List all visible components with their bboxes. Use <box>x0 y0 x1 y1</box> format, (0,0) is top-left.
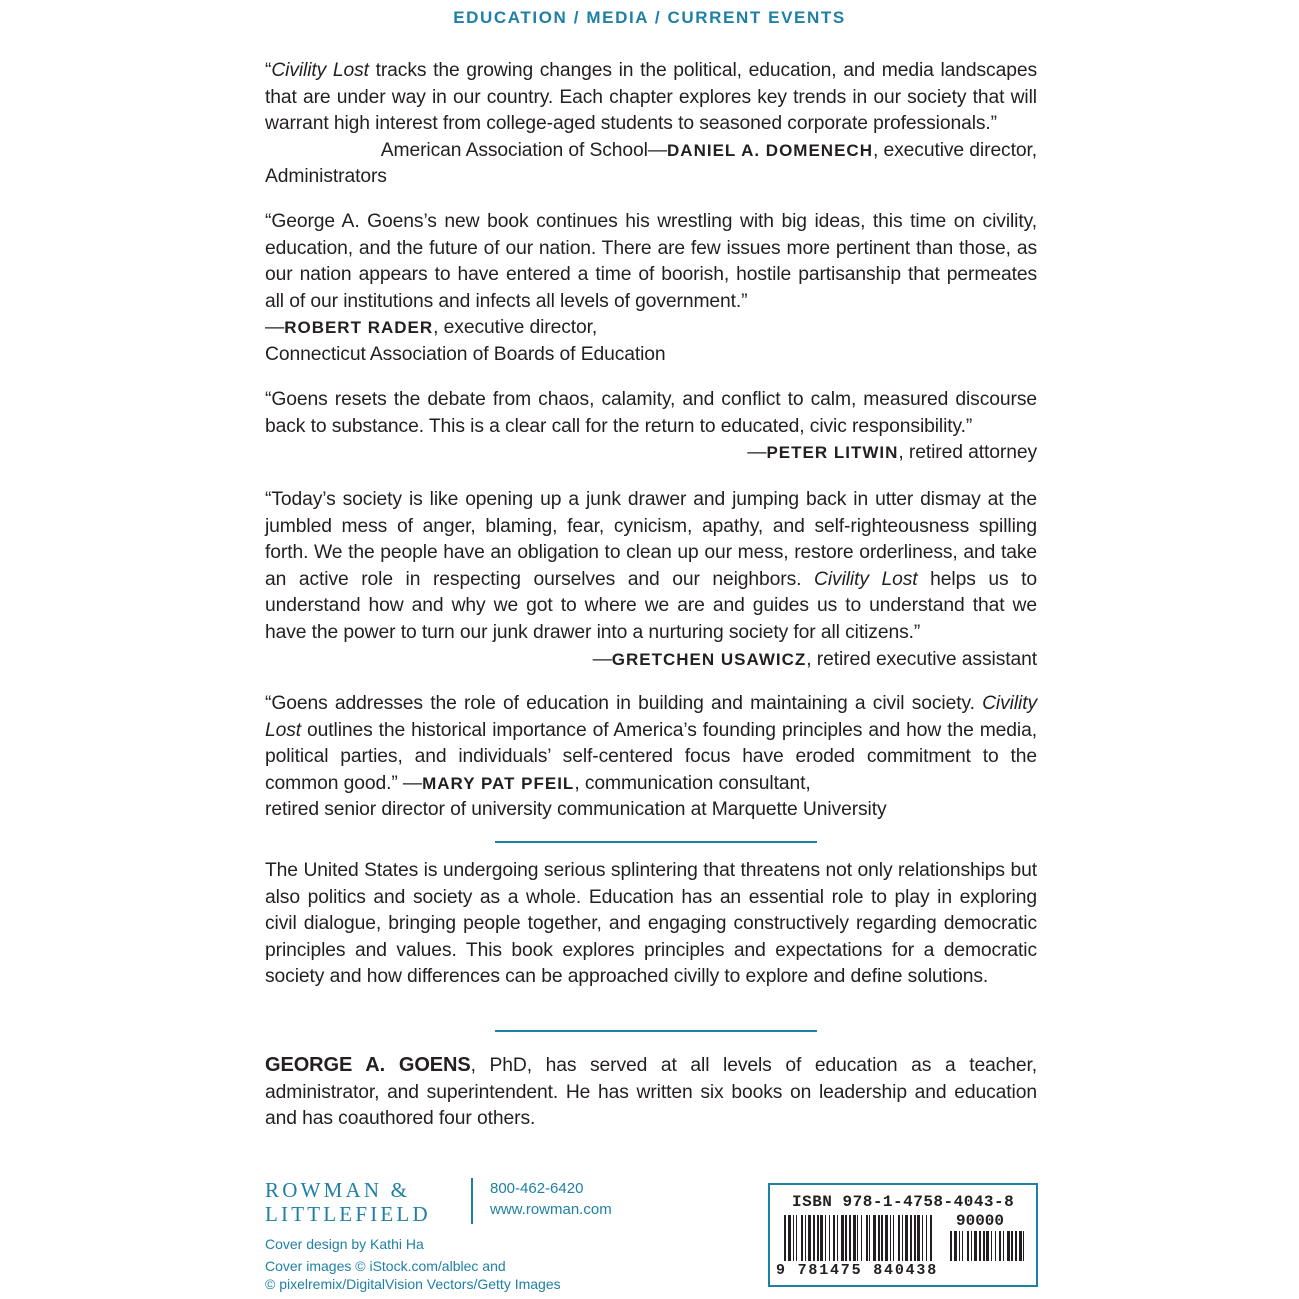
barcode-bar <box>995 1231 996 1261</box>
barcode-bar <box>885 1215 888 1261</box>
cover-design-credit: Cover design by Kathi Ha <box>265 1236 424 1252</box>
barcode-bar <box>857 1215 858 1261</box>
barcode-bar <box>926 1215 927 1261</box>
publisher-website[interactable]: www.rowman.com <box>490 1201 612 1218</box>
barcode-bar <box>917 1215 920 1261</box>
endorser-org: American Association of School Administrators <box>265 139 648 188</box>
book-title: Civility Lost <box>814 568 918 590</box>
endorser-role: , executive director, <box>433 317 598 339</box>
barcode-bar <box>866 1215 868 1261</box>
barcode-bar <box>986 1231 989 1261</box>
quote-text: helps us to understand how and why we got to where we are and guides us to understand that we have the power to turn our junk drawer into a nurturing society for all citizens.” <box>265 568 1037 643</box>
barcode-bar <box>820 1215 823 1261</box>
barcode-bar <box>1003 1231 1004 1261</box>
isbn-barcode <box>768 1183 1038 1287</box>
category-heading: EDUCATION / MEDIA / CURRENT EVENTS <box>453 8 846 27</box>
endorser-name: PETER LITWIN <box>766 443 899 463</box>
attribution: —PETER LITWIN, retired attorney <box>747 442 1037 464</box>
barcode-bar <box>808 1215 811 1261</box>
publisher-divider <box>471 1178 473 1224</box>
endorser-name: GRETCHEN USAWICZ <box>611 649 807 669</box>
barcode-bar <box>959 1231 960 1261</box>
barcode-bar <box>950 1231 952 1261</box>
barcode-bar <box>898 1215 900 1261</box>
endorsement-3 <box>265 387 1037 467</box>
barcode-bar <box>813 1215 815 1261</box>
barcode-bar <box>954 1231 957 1261</box>
barcode-bar <box>1011 1231 1013 1261</box>
barcode-bar <box>967 1231 969 1261</box>
barcode-bar <box>805 1215 806 1261</box>
barcode-bar <box>788 1215 791 1261</box>
barcode-bar <box>910 1215 912 1261</box>
endorser-name: MARY PAT PFEIL <box>422 773 575 793</box>
publisher-logo-line2: LITTLEFIELD <box>265 1202 431 1226</box>
barcode-bar <box>914 1215 916 1261</box>
price-code: 90000 <box>956 1212 1005 1230</box>
barcode-bar <box>974 1231 977 1261</box>
endorser-org: retired senior director of university communication at Marquette University <box>265 799 887 821</box>
divider-rule <box>495 1030 817 1032</box>
publisher-logo <box>265 1178 431 1226</box>
publisher-logo-line1: ROWMAN & <box>265 1178 411 1202</box>
quote-text: “George A. Goens’s new book continues his wrestling with big ideas, this time on civility, education, and the future of our nation. There are few issues more pertinent than those, as our nation appears to have entered a time of boorish, hostile partisanship that permeates all of our institutions and infects all levels of government.” <box>265 211 1037 312</box>
book-description <box>265 858 1037 991</box>
barcode-bar <box>837 1215 838 1261</box>
endorser-name: ROBERT RADER <box>284 318 434 338</box>
barcode-bar <box>930 1215 932 1261</box>
endorser-org: Connecticut Association of Boards of Education <box>265 343 666 365</box>
barcode-bar <box>902 1215 903 1261</box>
barcode-bar <box>922 1215 923 1261</box>
isbn-number: ISBN 978-1-4758-4043-8 <box>792 1193 1015 1211</box>
quote-text: “ <box>265 60 272 81</box>
barcode-bar <box>784 1215 786 1261</box>
endorsement-4 <box>265 487 1037 673</box>
author-bio-text: , PhD, has served at all levels of education as a teacher, administrator, and superintendent. He has written six books on leadership and education and has coauthored four others. <box>265 1055 1038 1130</box>
quote-text: “Goens addresses the role of education in building and maintaining a civil society. <box>265 693 983 714</box>
barcode-bar <box>878 1215 880 1261</box>
barcode-bar <box>869 1215 870 1261</box>
barcode-bar <box>1019 1231 1022 1261</box>
attribution: —GRETCHEN USAWICZ, retired executive assistant <box>592 648 1037 670</box>
cover-credits <box>265 1233 561 1295</box>
barcode-bar <box>849 1215 851 1261</box>
barcode-bar <box>861 1215 862 1261</box>
quote-text: outlines the historical importance of America’s founding principles and how the media, political parties, and individuals’ self-centered focus have eroded commitment to the common good.” <box>265 719 1037 794</box>
barcode-bar <box>962 1231 963 1261</box>
barcode-bar <box>825 1215 826 1261</box>
quote-text: “Today’s society is like opening up a junk drawer and jumping back in utter dismay at the jumbled mess of anger, blaming, fear, cynicism, apathy, and self-righteousness spilling forth. We the people have an obligation to clean up our mess, restore orderliness, and take an active role in respecting ourselves and our neighbors. <box>265 489 1037 590</box>
barcode-digits: 9 781475 840438 <box>776 1262 939 1279</box>
quote-text: “Goens resets the debate from chaos, calamity, and conflict to calm, measured discourse back to substance. This is a clear call for the return to educated, civic responsibility.” <box>265 389 1037 437</box>
author-name: GEORGE A. GOENS <box>265 1054 471 1076</box>
endorsement-5: “Goens addresses the role of education in building and maintaining a civil society. Civility Lost outlines the historical importance of America’s founding principles and how the media, political parties, and individuals’ self-centered focus have eroded commitment to the common good.” —MARY PAT PFEIL, communication consultant, retired senior director of university communication at Marquette University <box>265 691 1037 824</box>
quote-text: tracks the growing changes in the political, education, and media landscapes that are under way in our country. Each chapter explores key trends in our society that will warrant high interest from college-aged students to seasoned corporate professionals.” <box>265 60 1037 135</box>
barcode-bar <box>979 1231 981 1261</box>
attribution: —ROBERT RADER, executive director, <box>265 317 598 339</box>
barcode-bar <box>829 1215 830 1261</box>
barcode-bar <box>881 1215 883 1261</box>
endorser-role: , retired attorney <box>898 442 1037 464</box>
barcode-bar <box>817 1215 819 1261</box>
barcode-bar <box>983 1231 985 1261</box>
endorser-name: DANIEL A. DOMENECH <box>667 140 873 160</box>
endorsement-2 <box>265 209 1037 369</box>
divider-rule <box>495 841 817 843</box>
barcode-bar <box>796 1215 797 1261</box>
description-text: The United States is undergoing serious splintering that threatens not only relationships but also politics and society as a whole. Education has an essential role to play in exploring civil dialogue, bringing people together, and engaging constructively regarding democratic principles and values. This book explores principles and expectations for a democratic society and how differences can be approached civilly to explore and define solutions. <box>265 860 1037 988</box>
publisher-contact <box>490 1178 612 1220</box>
book-title: Civility Lost <box>271 60 369 81</box>
author-bio <box>265 1052 1037 1133</box>
barcode-bar <box>793 1215 794 1261</box>
barcode-bar <box>893 1215 894 1261</box>
barcode-bar <box>873 1215 876 1261</box>
barcode-bar <box>991 1231 992 1261</box>
cover-images-credit: Cover images © iStock.com/alblec and <box>265 1258 506 1274</box>
cover-images-credit-2: © pixelremix/DigitalVision Vectors/Getty Images <box>265 1276 561 1292</box>
barcode-bar <box>853 1215 856 1261</box>
endorser-role: , retired executive assistant <box>806 648 1037 670</box>
barcode-bar <box>1007 1231 1010 1261</box>
barcode-bar <box>971 1231 972 1261</box>
endorser-role: , executive director, <box>872 139 1037 161</box>
barcode-bar <box>1023 1231 1024 1261</box>
book-title: Civility Lost <box>265 693 1037 741</box>
publisher-phone: 800-462-6420 <box>490 1180 584 1197</box>
endorsement-1 <box>265 58 1037 191</box>
barcode-bar <box>890 1215 891 1261</box>
barcode-bar <box>833 1215 835 1261</box>
barcode-bar <box>841 1215 844 1261</box>
barcode-bar <box>999 1231 1001 1261</box>
barcode-bar <box>845 1215 847 1261</box>
barcode-bar <box>1015 1231 1017 1261</box>
barcode-bar <box>905 1215 908 1261</box>
barcode-bar <box>801 1215 803 1261</box>
attribution: —DANIEL A. DOMENECH, executive director, <box>647 139 1037 161</box>
endorser-role: , communication consultant, <box>574 772 811 794</box>
